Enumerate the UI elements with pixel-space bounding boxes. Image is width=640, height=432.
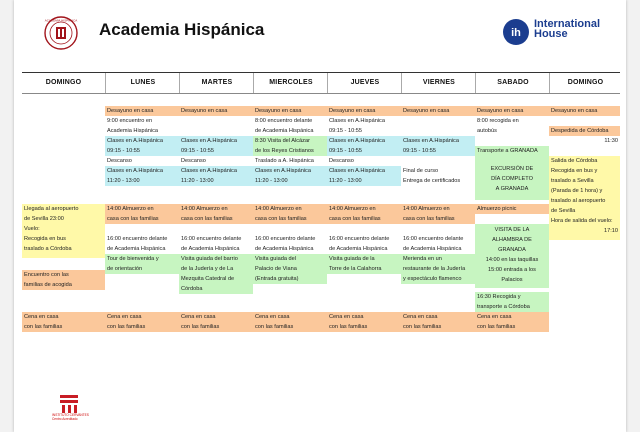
event-alcazar-visit: 8:30 Visita del Alcázar de los Reyes Cristianos [253,136,327,156]
event-viana-visit: Visita guiada del Palacio de Viana (Entrada gratuita) [253,254,327,284]
event-break: Descanso [107,158,132,164]
schedule-page [14,0,626,432]
event-meeting: 9:00 encuentro en [107,118,153,124]
day-header: VIERNES [401,73,476,93]
event-juderia-visit: Visita guiada del barrio de la Judería y de La Mezquita Catedral de Córdoba [179,254,253,294]
event-class: 09:15 - 10:55 [329,128,362,134]
event-alhambra-visit: VISITA DE LA ALHAMBRA DE GRANADA 14:00 en las taquillas 15:00 entrada a los Palacios [475,224,549,288]
event-arrival: Llegada al aeropuerto de Sevilla 23:00 Vuelo: Recogida en bus traslado a Córdoba [22,204,105,258]
event-breakfast: Desayuno en casa [327,106,401,116]
event-break: Descanso [329,158,354,164]
event-class: Clases en A.Hispánica 09:15 - 10:55 [327,136,401,156]
event-transfer: Traslado a A. Hispánica [255,158,314,164]
event-lunch: 14:00 Almuerzo en casa con las familias [401,204,475,224]
event-granada-excursion: EXCURSIÓN DE DÍA COMPLETO A GRANADA [475,156,549,200]
event-meeting: 16:00 encuentro delante de Academia Hispánica [329,236,390,252]
day-header-row [22,72,620,94]
event-meeting: 16:00 encuentro delante de Academia Hispánica [403,236,464,252]
cervantes-logo [52,394,92,426]
event-picnic: Almuerzo picnic [475,204,549,214]
event-meeting: 8:00 encuentro delante [255,118,313,124]
day-header: LUNES [105,73,180,93]
day-header: MIERCOLES [253,73,328,93]
event-breakfast: Desayuno en casa [549,106,620,116]
event-lunch: 14:00 Almuerzo en casa con las familias [327,204,401,224]
page-title: Academia Hispánica [99,20,265,39]
event-dinner: Cena en casa con las familias [179,312,253,332]
event-meeting: 16:00 encuentro delante de Academia Hispánica [181,236,242,252]
svg-text:ACADEMIA HISPÁNICA: ACADEMIA HISPÁNICA [44,18,78,23]
cervantes-caption: INSTITUTO CERVANTES Centro Acreditado [52,413,89,421]
event-calahorra-visit: Visita guiada de la Torre de la Calahorra [327,254,401,274]
event-breakfast: Desayuno en casa [253,106,327,116]
event-class: Clases en A.Hispánica 09:15 - 10:55 [401,136,475,156]
day-header: DOMINGO [549,73,621,93]
event-dinner: Cena en casa con las familias [401,312,475,332]
event-class: Clases en A.Hispánica 11:20 - 13:00 [105,166,179,186]
event-breakfast: Desayuno en casa [179,106,253,116]
event-meeting: 16:00 encuentro delante de Academia Hispánica [255,236,316,252]
event-class: Clases en A.Hispánica 09:15 - 10:55 [105,136,179,156]
event-pickup: 8:00 recogida en [477,118,519,124]
day-header: MARTES [179,73,254,93]
event-dinner: Cena en casa con las familias [105,312,179,332]
event-class: Clases en A.Hispánica 11:20 - 13:00 [327,166,401,186]
event-breakfast: Desayuno en casa [475,106,549,116]
svg-text:ih: ih [511,27,521,39]
academia-seal-logo [44,16,78,50]
event-class: Clases en A.Hispánica 11:20 - 13:00 [179,166,253,186]
event-pickup: autobús [477,128,497,134]
international-house-text: International House [534,18,601,40]
event-flamenco: Merienda en un restaurante de la Judería y espectáculo flamenco [401,254,475,284]
event-time: 11:30 [604,138,618,144]
event-lunch: 14:00 Almuerzo en casa con las familias [179,204,253,224]
event-meeting: de Academia Hispánica [255,128,314,134]
event-dinner: Cena en casa con las familias [253,312,327,332]
weekly-schedule-grid [22,72,620,344]
event-course-end: Final de curso Entrega de certificados [403,168,461,184]
event-dinner: Cena en casa con las familias [22,312,105,332]
event-departure: Salida de Córdoba Recogida en bus y traslado a Sevilla (Parada de 1 hora) y traslado al aeropuerto de Sevilla Hora de salida del vuelo: 17:10 [549,156,620,240]
event-lunch: 14:00 Almuerzo en casa con las familias [105,204,179,224]
event-farewell: Despedida de Córdoba [549,126,620,136]
event-class: Clases en A.Hispánica 11:20 - 13:00 [253,166,327,186]
event-dinner: Cena en casa con las familias [327,312,401,332]
event-dinner: Cena en casa con las familias [475,312,549,332]
event-return-transport: 16:30 Recogida y transporte a Córdoba [475,292,549,312]
event-class: Clases en A.Hispánica 09:15 - 10:55 [179,136,253,156]
day-header: DOMINGO [45,79,82,86]
event-breakfast: Desayuno en casa [401,106,475,116]
event-break: Descanso [181,158,206,164]
event-breakfast: Desayuno en casa [105,106,179,116]
event-meeting: 16:00 encuentro delante de Academia Hispánica [107,236,168,252]
day-header: JUEVES [327,73,402,93]
day-header: SABADO [475,73,550,93]
event-welcome-tour: Tour de bienvenida y de orientación [105,254,179,274]
event-class: Clases en A.Hispánica [329,118,385,124]
event-transport: Transporte a GRANADA [475,146,549,156]
event-meeting: Academia Hispánica [107,128,158,134]
event-lunch: 14:00 Almuerzo en casa con las familias [253,204,327,224]
event-host-families: Encuentro con las familias de acogida [22,270,105,290]
